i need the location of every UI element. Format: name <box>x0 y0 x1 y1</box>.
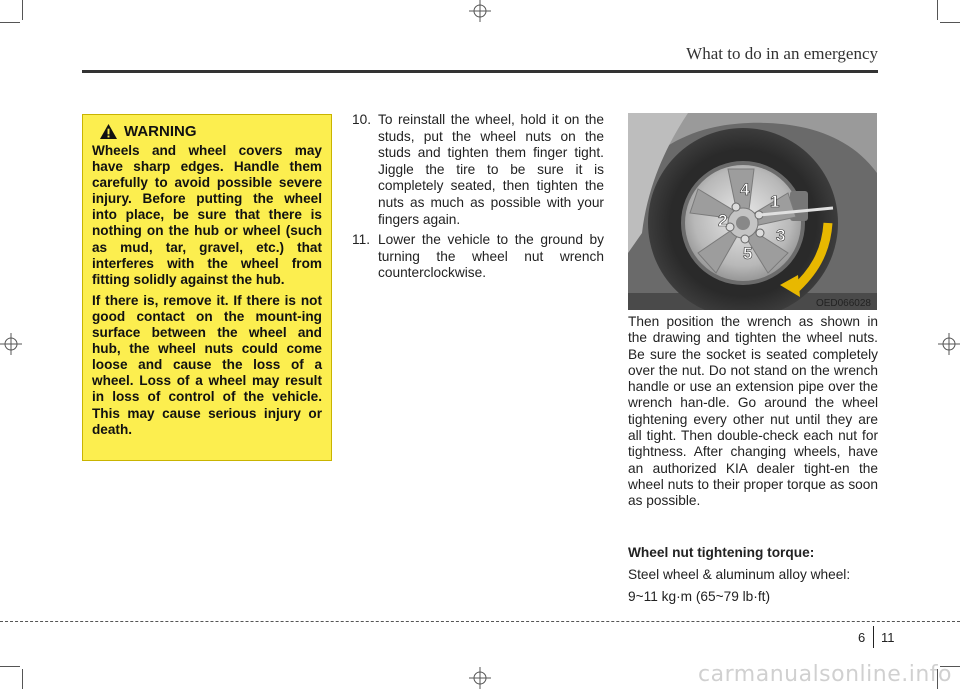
warning-box <box>82 114 332 461</box>
figure-code: OED066028 <box>815 298 871 309</box>
footer-rule <box>0 621 960 622</box>
registration-mark-left <box>0 333 22 355</box>
nut-label: 4 <box>740 180 750 199</box>
registration-mark-top <box>469 0 491 22</box>
torque-title: Wheel nut tightening torque: <box>628 545 815 560</box>
registration-mark-bottom <box>469 667 491 689</box>
wheel-illustration <box>628 113 877 310</box>
step-item <box>352 232 604 282</box>
warning-triangle-icon <box>99 123 118 140</box>
registration-mark-right <box>938 333 960 355</box>
section-title: What to do in an emergency <box>686 44 878 63</box>
steps-list <box>352 112 604 286</box>
crop-mark <box>22 669 23 689</box>
nut-label: 1 <box>770 192 780 211</box>
step-item <box>352 112 604 228</box>
step-number: 11. <box>352 232 371 248</box>
chapter-number: 6 <box>858 630 866 645</box>
crop-mark <box>22 0 23 20</box>
crop-mark <box>937 0 938 20</box>
header-rule <box>82 70 878 73</box>
body-paragraph: Then position the wrench as shown in the drawing and tighten the wheel nuts. Be sure the socket is seated completely over the nut. Do not stand on the wrench handle or use an extension pipe over the wrench han-dle. Go around the wheel tightening every other nut until they are all tight. Then double-check each nut for tightness. After changing wheels, have an authorized KIA dealer tight-en the wheel nuts to their proper torque as soon as possible. <box>628 314 878 509</box>
crop-mark <box>0 666 20 667</box>
nut-label: 5 <box>743 244 753 263</box>
torque-value: 9~11 kg·m (65~79 lb·ft) <box>628 589 771 604</box>
torque-line: Steel wheel & aluminum alloy wheel: <box>628 567 851 582</box>
nut-label: 3 <box>776 226 786 245</box>
warning-title: WARNING <box>124 123 197 140</box>
warning-paragraph: If there is, remove it. If there is not good contact on the mount-ing surface between the wheel and hub, the wheel nuts could come loose and cause the loss of a wheel. Loss of a wheel may result in loss of control of the vehicle. This may cause serious injury or death. <box>92 292 322 437</box>
crop-mark <box>940 22 960 23</box>
step-text: To reinstall the wheel, hold it on the studs, put the wheel nuts on the studs and tighten them finger tight. Jiggle the tire to be sure it is completely seated, then tighten the nuts as much as possible with your fingers again. <box>378 112 604 227</box>
page-number: 11 <box>881 630 895 645</box>
crop-mark <box>0 22 20 23</box>
page-separator <box>873 626 874 648</box>
warning-paragraph: Wheels and wheel covers may have sharp edges. Handle them carefully to avoid possible severe injury. Before putting the wheel into place, be sure that there is nothing on the hub or wheel (such as mud, tar, gravel, etc.) that interferes with the wheel from fitting solidly against the hub. <box>92 143 322 287</box>
step-number: 10. <box>352 112 372 127</box>
warning-header <box>99 123 322 140</box>
step-text: Lower the vehicle to the ground by turning the wheel nut wrench counterclockwise. <box>378 232 604 281</box>
watermark: carmanualsonline.info <box>698 662 952 687</box>
nut-label: 2 <box>718 211 728 230</box>
wheel-drawing <box>628 113 877 310</box>
